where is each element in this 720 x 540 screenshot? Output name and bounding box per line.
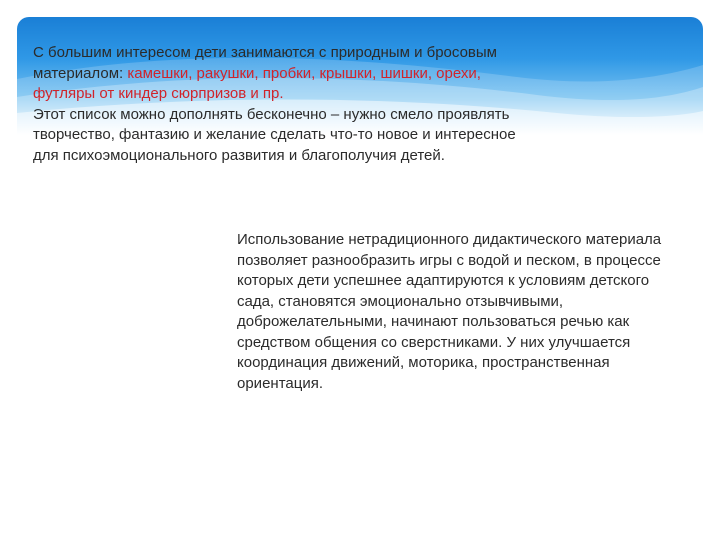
- paragraph-natural-materials: [33, 43, 533, 166]
- paragraph-didactic-material: [237, 230, 687, 394]
- paragraph1-intro: С большим интересом дети занимаются с природным и бросовым материалом:: [33, 44, 497, 82]
- paragraph2-text: Использование нетрадиционного дидактического материала позволяет разнообразить игры с водой и песком, в процессе которых дети успешнее адаптируются к условиям детского сада, становятся эмоционально отзывчивыми, доброжелательными, начинают пользоваться речью как средством общения со сверстниками. У них улучшается координация движений, моторика, пространственная ориентация.: [237, 231, 662, 392]
- materials-list: камешки, ракушки, пробки, крышки, шишки, орехи, футляры от киндер сюрпризов и пр.: [33, 64, 481, 102]
- paragraph1-continuation: Этот список можно дополнять бесконечно – нужно смело проявлять творчество, фантазию и желание сделать что-то новое и интересное для психоэмоционального развития и благополучия детей.: [33, 105, 516, 164]
